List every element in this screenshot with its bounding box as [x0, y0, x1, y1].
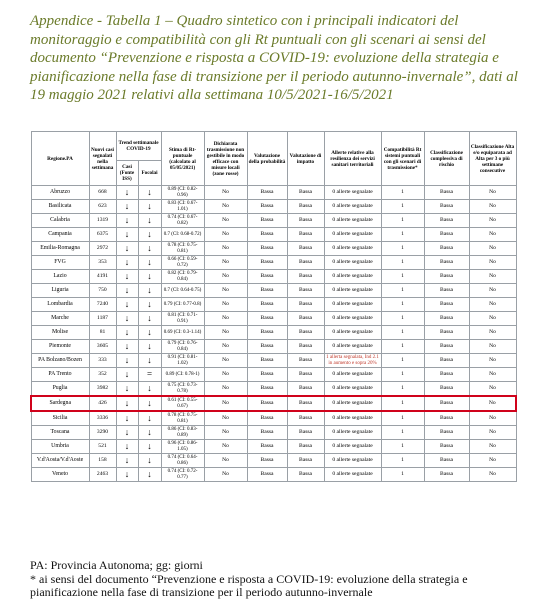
cell-high-risk: No [469, 340, 516, 354]
trend-cases-arrow-icon: ↓ [116, 186, 138, 200]
cell-compat: 1 [381, 411, 424, 426]
cell-alerts: 0 allerte segnalate [324, 468, 381, 482]
indicators-table [30, 131, 517, 482]
table-row [31, 242, 516, 256]
cell-declared: No [204, 186, 247, 200]
cell-risk: Bassa [424, 426, 469, 440]
cell-rt: 0.96 (CI: 0.86-1.05) [161, 440, 204, 454]
cell-impact: Bassa [287, 396, 324, 411]
cell-alerts: 0 allerte segnalate [324, 298, 381, 312]
cell-probability: Bassa [247, 396, 287, 411]
cell-probability: Bassa [247, 411, 287, 426]
indicators-table-wrapper [30, 131, 515, 482]
cell-risk: Bassa [424, 468, 469, 482]
cell-rt: 0.81 (CI: 0.71-0.91) [161, 312, 204, 326]
cell-risk: Bassa [424, 228, 469, 242]
trend-cases-arrow-icon: ↓ [116, 396, 138, 411]
cell-cases: 1187 [89, 312, 116, 326]
cell-alerts: 0 allerte segnalate [324, 312, 381, 326]
cell-probability: Bassa [247, 214, 287, 228]
cell-probability: Bassa [247, 200, 287, 214]
footnote-abbreviations: PA: Provincia Autonoma; gg: giorni [30, 558, 203, 572]
cell-cases: 4191 [89, 270, 116, 284]
cell-risk: Bassa [424, 298, 469, 312]
cell-impact: Bassa [287, 440, 324, 454]
cell-probability: Bassa [247, 256, 287, 270]
cell-cases: 623 [89, 200, 116, 214]
header-region: Regione.PA [31, 132, 89, 186]
cell-compat: 1 [381, 228, 424, 242]
trend-cases-arrow-icon: ↓ [116, 256, 138, 270]
cell-declared: No [204, 340, 247, 354]
cell-alerts: 0 allerte segnalate [324, 214, 381, 228]
trend-outbreaks-arrow-icon: ↓ [138, 396, 161, 411]
cell-impact: Bassa [287, 200, 324, 214]
cell-declared: No [204, 440, 247, 454]
cell-declared: No [204, 382, 247, 397]
table-row [31, 326, 516, 340]
cell-compat: 1 [381, 426, 424, 440]
cell-region: Molise [31, 326, 89, 340]
trend-outbreaks-arrow-icon: ↓ [138, 411, 161, 426]
cell-compat: 1 [381, 468, 424, 482]
cell-impact: Bassa [287, 411, 324, 426]
cell-declared: No [204, 454, 247, 468]
cell-alerts: 1 allerta segnalata, Ind 2.1 in aumento e sopra 20% [324, 354, 381, 368]
cell-compat: 1 [381, 354, 424, 368]
cell-risk: Bassa [424, 256, 469, 270]
header-declared: Dichiarata trasmissione non gestibile in modo efficace con misure locali (zone rosse) [204, 132, 247, 186]
cell-risk: Bassa [424, 186, 469, 200]
cell-declared: No [204, 242, 247, 256]
cell-declared: No [204, 298, 247, 312]
cell-high-risk: No [469, 454, 516, 468]
cell-region: Calabria [31, 214, 89, 228]
cell-cases: 352 [89, 368, 116, 382]
trend-cases-arrow-icon: ↓ [116, 214, 138, 228]
table-row [31, 270, 516, 284]
cell-alerts: 0 allerte segnalate [324, 256, 381, 270]
cell-region: FVG [31, 256, 89, 270]
header-trend: Trend settimanale COVID-19 [116, 132, 161, 161]
cell-declared: No [204, 396, 247, 411]
cell-impact: Bassa [287, 270, 324, 284]
cell-rt: 0.86 (CI: 0.83-0.89) [161, 426, 204, 440]
cell-high-risk: No [469, 270, 516, 284]
trend-outbreaks-arrow-icon: ↓ [138, 312, 161, 326]
trend-outbreaks-arrow-icon: ↓ [138, 200, 161, 214]
cell-risk: Bassa [424, 411, 469, 426]
cell-alerts: 0 allerte segnalate [324, 440, 381, 454]
cell-risk: Bassa [424, 270, 469, 284]
cell-rt: 0.75 (CI: 0.73-0.78) [161, 382, 204, 397]
trend-outbreaks-arrow-icon: ↓ [138, 242, 161, 256]
cell-risk: Bassa [424, 326, 469, 340]
cell-compat: 1 [381, 396, 424, 411]
cell-cases: 2972 [89, 242, 116, 256]
cell-declared: No [204, 326, 247, 340]
trend-outbreaks-arrow-icon: ↓ [138, 256, 161, 270]
cell-risk: Bassa [424, 284, 469, 298]
trend-outbreaks-arrow-icon: ↓ [138, 298, 161, 312]
cell-rt: 0.79 (CI: 0.77-0.8) [161, 298, 204, 312]
table-row [31, 256, 516, 270]
cell-alerts: 0 allerte segnalate [324, 411, 381, 426]
cell-alerts: 0 allerte segnalate [324, 284, 381, 298]
cell-impact: Bassa [287, 214, 324, 228]
cell-declared: No [204, 426, 247, 440]
cell-alerts: 0 allerte segnalate [324, 200, 381, 214]
table-row [31, 228, 516, 242]
cell-high-risk: No [469, 440, 516, 454]
table-row [31, 440, 516, 454]
trend-outbreaks-arrow-icon: = [138, 368, 161, 382]
cell-cases: 668 [89, 186, 116, 200]
cell-rt: 0.61 (CI: 0.55-0.67) [161, 396, 204, 411]
cell-region: Puglia [31, 382, 89, 397]
cell-probability: Bassa [247, 228, 287, 242]
cell-high-risk: No [469, 284, 516, 298]
cell-risk: Bassa [424, 440, 469, 454]
cell-high-risk: No [469, 468, 516, 482]
header-impact: Valutazione di impatto [287, 132, 324, 186]
header-probability: Valutazione della probabilità [247, 132, 287, 186]
cell-high-risk: No [469, 426, 516, 440]
cell-declared: No [204, 228, 247, 242]
trend-cases-arrow-icon: ↓ [116, 228, 138, 242]
cell-alerts: 0 allerte segnalate [324, 426, 381, 440]
cell-probability: Bassa [247, 354, 287, 368]
cell-risk: Bassa [424, 200, 469, 214]
table-header-row [31, 132, 516, 161]
cell-high-risk: No [469, 326, 516, 340]
cell-high-risk: No [469, 200, 516, 214]
cell-compat: 1 [381, 340, 424, 354]
table-row [31, 298, 516, 312]
cell-rt: 0.69 (CI: 0.3-1.14) [161, 326, 204, 340]
cell-rt: 0.74 (CI: 0.67-0.82) [161, 214, 204, 228]
cell-compat: 1 [381, 284, 424, 298]
cell-risk: Bassa [424, 340, 469, 354]
cell-high-risk: No [469, 312, 516, 326]
cell-high-risk: No [469, 411, 516, 426]
cell-alerts: 0 allerte segnalate [324, 454, 381, 468]
cell-alerts: 0 allerte segnalate [324, 396, 381, 411]
trend-outbreaks-arrow-icon: ↓ [138, 214, 161, 228]
cell-alerts: 0 allerte segnalate [324, 340, 381, 354]
trend-outbreaks-arrow-icon: ↓ [138, 440, 161, 454]
cell-cases: 3290 [89, 426, 116, 440]
cell-probability: Bassa [247, 242, 287, 256]
cell-cases: 426 [89, 396, 116, 411]
cell-impact: Bassa [287, 186, 324, 200]
cell-region: Marche [31, 312, 89, 326]
cell-cases: 353 [89, 256, 116, 270]
header-compat: Compatibilità Rt sistemi puntuali con gli scenari di trasmissione* [381, 132, 424, 186]
cell-alerts: 0 allerte segnalate [324, 186, 381, 200]
cell-compat: 1 [381, 440, 424, 454]
cell-probability: Bassa [247, 284, 287, 298]
footnotes [30, 559, 530, 600]
cell-region: Umbria [31, 440, 89, 454]
cell-alerts: 0 allerte segnalate [324, 368, 381, 382]
trend-outbreaks-arrow-icon: ↓ [138, 228, 161, 242]
cell-compat: 1 [381, 326, 424, 340]
cell-probability: Bassa [247, 298, 287, 312]
table-row [31, 411, 516, 426]
table-row [31, 454, 516, 468]
table-row [31, 186, 516, 200]
cell-declared: No [204, 270, 247, 284]
cell-rt: 0.7 (CI: 0.68-0.72) [161, 228, 204, 242]
cell-rt: 0.74 (CI: 0.64-0.86) [161, 454, 204, 468]
cell-cases: 750 [89, 284, 116, 298]
trend-cases-arrow-icon: ↓ [116, 270, 138, 284]
trend-outbreaks-arrow-icon: ↓ [138, 340, 161, 354]
cell-cases: 158 [89, 454, 116, 468]
cell-compat: 1 [381, 270, 424, 284]
trend-cases-arrow-icon: ↓ [116, 298, 138, 312]
cell-rt: 0.66 (CI: 0.59-0.72) [161, 256, 204, 270]
cell-probability: Bassa [247, 468, 287, 482]
cell-high-risk: No [469, 214, 516, 228]
trend-cases-arrow-icon: ↓ [116, 454, 138, 468]
cell-rt: 0.78 (CI: 0.75-0.81) [161, 242, 204, 256]
cell-impact: Bassa [287, 468, 324, 482]
cell-risk: Bassa [424, 214, 469, 228]
document-title: Appendice - Tabella 1 – Quadro sintetico con i principali indicatori del monitoraggio e compatibilità con gli Rt puntuali con gli scenari ai sensi del documento “Prevenzione e risposta a COVID-19: evoluzione della strategia e pianificazione nella fase di transizione per il periodo autunno-invernale”, dati al 19 maggio 2021 relativi alla settimana 10/5/2021-16/5/2021 [30, 13, 518, 103]
cell-declared: No [204, 256, 247, 270]
cell-region: Emilia-Romagna [31, 242, 89, 256]
trend-cases-arrow-icon: ↓ [116, 242, 138, 256]
cell-region: Piemonte [31, 340, 89, 354]
cell-declared: No [204, 468, 247, 482]
cell-region: Lombardia [31, 298, 89, 312]
cell-high-risk: No [469, 228, 516, 242]
table-row [31, 354, 516, 368]
cell-cases: 333 [89, 354, 116, 368]
trend-outbreaks-arrow-icon: ↓ [138, 284, 161, 298]
trend-cases-arrow-icon: ↓ [116, 468, 138, 482]
table-row [31, 200, 516, 214]
cell-cases: 81 [89, 326, 116, 340]
table-row [31, 340, 516, 354]
table-body [31, 186, 516, 482]
cell-declared: No [204, 214, 247, 228]
cell-risk: Bassa [424, 454, 469, 468]
cell-impact: Bassa [287, 354, 324, 368]
cell-region: Toscana [31, 426, 89, 440]
cell-region: Lazio [31, 270, 89, 284]
cell-compat: 1 [381, 200, 424, 214]
cell-probability: Bassa [247, 382, 287, 397]
cell-compat: 1 [381, 368, 424, 382]
cell-probability: Bassa [247, 454, 287, 468]
header-trend-cases: Casi (Fonte ISS) [116, 161, 138, 186]
trend-outbreaks-arrow-icon: ↓ [138, 354, 161, 368]
cell-cases: 3605 [89, 340, 116, 354]
cell-probability: Bassa [247, 186, 287, 200]
header-trend-outbreaks: Focolai [138, 161, 161, 186]
cell-risk: Bassa [424, 396, 469, 411]
cell-compat: 1 [381, 242, 424, 256]
cell-cases: 2463 [89, 468, 116, 482]
cell-impact: Bassa [287, 242, 324, 256]
cell-rt: 0.89 (CI: 0.78-1) [161, 368, 204, 382]
cell-rt: 0.89 (CI: 0.82-0.96) [161, 186, 204, 200]
cell-declared: No [204, 284, 247, 298]
trend-cases-arrow-icon: ↓ [116, 411, 138, 426]
cell-probability: Bassa [247, 270, 287, 284]
header-risk: Classificazione complessiva di rischio [424, 132, 469, 186]
table-row [31, 284, 516, 298]
cell-declared: No [204, 411, 247, 426]
trend-cases-arrow-icon: ↓ [116, 326, 138, 340]
cell-high-risk: No [469, 396, 516, 411]
table-row [31, 214, 516, 228]
cell-region: Sardegna [31, 396, 89, 411]
cell-cases: 1319 [89, 214, 116, 228]
cell-impact: Bassa [287, 228, 324, 242]
cell-impact: Bassa [287, 426, 324, 440]
trend-cases-arrow-icon: ↓ [116, 340, 138, 354]
cell-compat: 1 [381, 186, 424, 200]
cell-impact: Bassa [287, 256, 324, 270]
cell-cases: 521 [89, 440, 116, 454]
cell-impact: Bassa [287, 312, 324, 326]
cell-region: Abruzzo [31, 186, 89, 200]
cell-rt: 0.82 (CI: 0.79-0.84) [161, 270, 204, 284]
cell-high-risk: No [469, 368, 516, 382]
cell-alerts: 0 allerte segnalate [324, 382, 381, 397]
header-rt: Stima di Rt-puntuale (calcolato al 05/05/2021) [161, 132, 204, 186]
cell-cases: 3336 [89, 411, 116, 426]
cell-rt: 0.91 (CI: 0.81-1.02) [161, 354, 204, 368]
cell-probability: Bassa [247, 340, 287, 354]
cell-probability: Bassa [247, 312, 287, 326]
cell-impact: Bassa [287, 382, 324, 397]
trend-cases-arrow-icon: ↓ [116, 354, 138, 368]
cell-alerts: 0 allerte segnalate [324, 228, 381, 242]
cell-probability: Bassa [247, 440, 287, 454]
cell-declared: No [204, 312, 247, 326]
cell-region: Basilicata [31, 200, 89, 214]
cell-high-risk: No [469, 186, 516, 200]
cell-impact: Bassa [287, 368, 324, 382]
cell-alerts: 0 allerte segnalate [324, 242, 381, 256]
cell-compat: 1 [381, 298, 424, 312]
trend-cases-arrow-icon: ↓ [116, 382, 138, 397]
cell-risk: Bassa [424, 368, 469, 382]
cell-compat: 1 [381, 382, 424, 397]
cell-high-risk: No [469, 382, 516, 397]
cell-compat: 1 [381, 256, 424, 270]
header-cases: Nuovi casi segnalati nella settimana [89, 132, 116, 186]
cell-declared: No [204, 354, 247, 368]
cell-probability: Bassa [247, 368, 287, 382]
table-row [31, 312, 516, 326]
cell-impact: Bassa [287, 298, 324, 312]
cell-cases: 3982 [89, 382, 116, 397]
table-row [31, 468, 516, 482]
cell-impact: Bassa [287, 326, 324, 340]
cell-alerts: 0 allerte segnalate [324, 326, 381, 340]
trend-cases-arrow-icon: ↓ [116, 200, 138, 214]
cell-alerts: 0 allerte segnalate [324, 270, 381, 284]
table-row [31, 368, 516, 382]
cell-risk: Bassa [424, 312, 469, 326]
cell-impact: Bassa [287, 340, 324, 354]
cell-region: PA Trento [31, 368, 89, 382]
cell-cases: 7240 [89, 298, 116, 312]
trend-cases-arrow-icon: ↓ [116, 284, 138, 298]
cell-impact: Bassa [287, 454, 324, 468]
cell-risk: Bassa [424, 354, 469, 368]
cell-declared: No [204, 200, 247, 214]
trend-outbreaks-arrow-icon: ↓ [138, 382, 161, 397]
cell-region: Veneto [31, 468, 89, 482]
cell-probability: Bassa [247, 426, 287, 440]
cell-region: Liguria [31, 284, 89, 298]
footnote-reference: * ai sensi del documento “Prevenzione e risposta a COVID-19: evoluzione della strategia e pianificazione nella fase di transizione per il periodo autunno-invernale [30, 571, 468, 599]
cell-region: Campania [31, 228, 89, 242]
cell-region: Sicilia [31, 411, 89, 426]
cell-rt: 0.74 (CI: 0.72-0.77) [161, 468, 204, 482]
cell-compat: 1 [381, 214, 424, 228]
cell-declared: No [204, 368, 247, 382]
cell-probability: Bassa [247, 326, 287, 340]
trend-cases-arrow-icon: ↓ [116, 312, 138, 326]
table-row [31, 426, 516, 440]
trend-outbreaks-arrow-icon: ↓ [138, 468, 161, 482]
trend-outbreaks-arrow-icon: ↓ [138, 426, 161, 440]
cell-risk: Bassa [424, 382, 469, 397]
trend-cases-arrow-icon: ↓ [116, 426, 138, 440]
cell-cases: 6375 [89, 228, 116, 242]
cell-rt: 0.7 (CI: 0.64-0.75) [161, 284, 204, 298]
cell-impact: Bassa [287, 284, 324, 298]
cell-compat: 1 [381, 454, 424, 468]
header-alerts: Allerte relative alla resilienza dei servizi sanitari territoriali [324, 132, 381, 186]
trend-outbreaks-arrow-icon: ↓ [138, 186, 161, 200]
table-row [31, 382, 516, 397]
trend-outbreaks-arrow-icon: ↓ [138, 454, 161, 468]
cell-rt: 0.78 (CI: 0.75-0.81) [161, 411, 204, 426]
trend-cases-arrow-icon: ↓ [116, 440, 138, 454]
cell-high-risk: No [469, 354, 516, 368]
cell-rt: 0.79 (CI: 0.76-0.84) [161, 340, 204, 354]
table-row [31, 396, 516, 411]
cell-high-risk: No [469, 242, 516, 256]
cell-risk: Bassa [424, 242, 469, 256]
cell-rt: 0.83 (CI: 0.67-1.01) [161, 200, 204, 214]
cell-high-risk: No [469, 298, 516, 312]
trend-outbreaks-arrow-icon: ↓ [138, 270, 161, 284]
cell-compat: 1 [381, 312, 424, 326]
cell-high-risk: No [469, 256, 516, 270]
cell-region: PA Bolzano/Bozen [31, 354, 89, 368]
cell-region: V.d'Aosta/V.d'Aoste [31, 454, 89, 468]
trend-cases-arrow-icon: ↓ [116, 368, 138, 382]
header-high-risk: Classificazione Alta e/o equiparata ad Alta per 3 o più settimane consecutive [469, 132, 516, 186]
trend-outbreaks-arrow-icon: ↓ [138, 326, 161, 340]
